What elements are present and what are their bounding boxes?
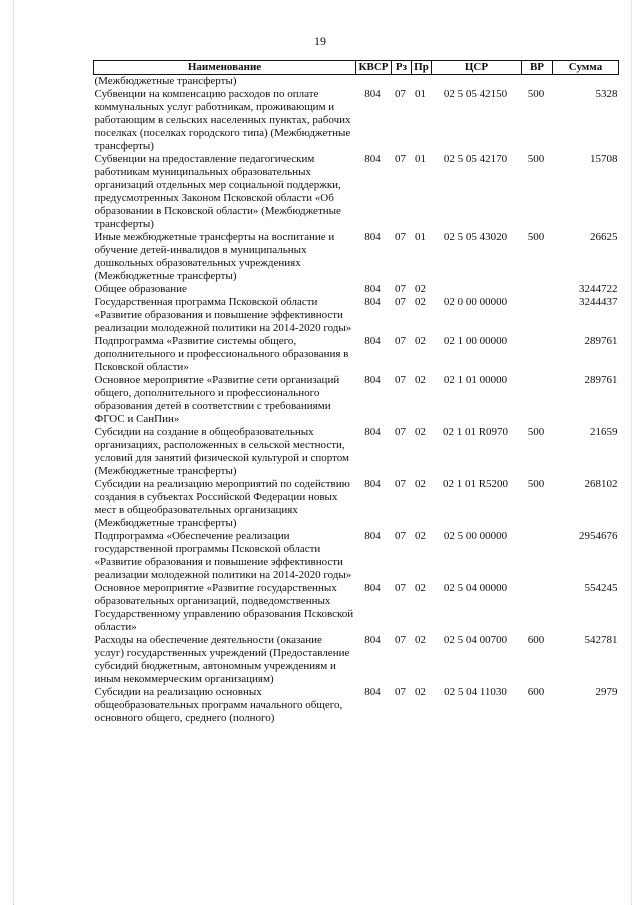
- cell-name: Субвенции на компенсацию расходов по оплате коммунальных услуг работникам, проживающим и работающим в сельских населенных пунктах, рабочих поселках (поселках городского типа) (Межбюджетные трансферты): [94, 88, 351, 152]
- cell-csr: 02 1 01 R5200: [442, 478, 509, 490]
- cell-vr: 500: [527, 153, 545, 165]
- table-body: [94, 75, 619, 726]
- cell-vr: [522, 335, 553, 374]
- cell-name: Расходы на обеспечение деятельности (оказание услуг) государственных учреждений (Предоставление субсидий бюджетным, автономным учреждениям и иным некоммерческим организациям): [94, 634, 350, 685]
- table-row: [94, 283, 619, 296]
- cell-pr: 01: [415, 88, 426, 100]
- header-rz: Рз: [392, 61, 412, 75]
- header-kvsr: КВСР: [356, 61, 392, 75]
- cell-rz: 07: [395, 686, 406, 698]
- cell-rz: 07: [395, 374, 406, 386]
- cell-sum: 2954676: [579, 530, 618, 542]
- cell-pr: 02: [415, 686, 426, 698]
- cell-pr: 01: [415, 153, 426, 165]
- cell-name: Подпрограмма «Обеспечение реализации государственной программы Псковской области «Развитие образования и повышение эффективности реализации молодежной политики на 2014-2020 годы»: [94, 530, 352, 581]
- scan-edge-left: [13, 0, 14, 905]
- cell-pr: [412, 75, 432, 89]
- table-row: [94, 231, 619, 283]
- page-number: 19: [314, 34, 326, 48]
- cell-name: Субсидии на создание в общеобразовательных организациях, расположенных в сельской местности, условий для занятий физической культурой и спортом (Межбюджетные трансферты): [94, 426, 349, 477]
- cell-kvsr: 804: [364, 88, 381, 100]
- cell-pr: 02: [415, 426, 426, 438]
- cell-sum: 542781: [584, 634, 618, 646]
- cell-vr: [522, 530, 553, 582]
- cell-sum: [553, 75, 619, 89]
- cell-csr: 02 5 04 11030: [444, 686, 507, 698]
- cell-rz: [392, 75, 412, 89]
- header-vr: ВР: [522, 61, 553, 75]
- table-row: [94, 634, 619, 686]
- header-pr: Пр: [412, 61, 432, 75]
- cell-sum: 5328: [595, 88, 618, 100]
- cell-rz: 07: [395, 582, 406, 594]
- cell-rz: 07: [395, 335, 406, 347]
- cell-name: Подпрограмма «Развитие системы общего, дополнительного и профессионального образования в Псковской области»: [94, 335, 349, 373]
- cell-rz: 07: [395, 153, 406, 165]
- cell-csr: 02 1 01 00000: [443, 374, 508, 386]
- cell-csr: 02 5 04 00000: [443, 582, 508, 594]
- cell-vr: [522, 283, 553, 296]
- cell-kvsr: 804: [364, 530, 381, 542]
- cell-name: (Межбюджетные трансферты): [94, 75, 237, 87]
- cell-csr: 02 1 00 00000: [443, 335, 508, 347]
- cell-pr: 02: [415, 335, 426, 347]
- cell-sum: 3244722: [579, 283, 618, 295]
- table-row: [94, 153, 619, 231]
- table-row: [94, 88, 619, 153]
- table-row: [94, 335, 619, 374]
- table-row: [94, 426, 619, 478]
- cell-kvsr: 804: [364, 634, 381, 646]
- cell-vr: 500: [527, 426, 545, 438]
- cell-name: Субсидии на реализацию основных общеобразовательных программ начального общего, основного общего, среднего (полного): [94, 686, 343, 724]
- cell-vr: [522, 75, 553, 89]
- table-row: [94, 374, 619, 426]
- cell-pr: 02: [415, 296, 426, 308]
- cell-pr: 02: [415, 582, 426, 594]
- cell-sum: 3244437: [579, 296, 618, 308]
- cell-csr: [432, 283, 522, 296]
- cell-kvsr: 804: [364, 478, 381, 490]
- cell-kvsr: 804: [364, 283, 381, 295]
- table-row: [94, 296, 619, 335]
- cell-rz: 07: [395, 283, 406, 295]
- cell-pr: 02: [415, 283, 426, 295]
- cell-sum: 21659: [590, 426, 618, 438]
- cell-sum: 2979: [595, 686, 618, 698]
- cell-kvsr: 804: [364, 374, 381, 386]
- cell-csr: 02 1 01 R0970: [442, 426, 509, 438]
- cell-csr: 02 0 00 00000: [443, 296, 508, 308]
- cell-pr: 02: [415, 478, 426, 490]
- cell-sum: 289761: [584, 335, 618, 347]
- cell-rz: 07: [395, 88, 406, 100]
- cell-sum: 268102: [584, 478, 618, 490]
- cell-rz: 07: [395, 426, 406, 438]
- cell-csr: 02 5 05 42150: [443, 88, 508, 100]
- cell-kvsr: 804: [364, 153, 381, 165]
- cell-vr: 500: [527, 478, 545, 490]
- table-row: [94, 75, 619, 89]
- cell-csr: 02 5 00 00000: [443, 530, 508, 542]
- cell-kvsr: 804: [364, 426, 381, 438]
- cell-vr: [522, 582, 553, 634]
- cell-rz: 07: [395, 478, 406, 490]
- cell-rz: 07: [395, 231, 406, 243]
- cell-sum: 26625: [590, 231, 618, 243]
- header-csr: ЦСР: [432, 61, 522, 75]
- cell-vr: 600: [527, 686, 545, 698]
- budget-table: [93, 60, 619, 725]
- table-row: [94, 478, 619, 530]
- cell-sum: 15708: [590, 153, 618, 165]
- cell-kvsr: 804: [364, 582, 381, 594]
- cell-kvsr: 804: [364, 231, 381, 243]
- cell-name: Общее образование: [94, 283, 187, 295]
- cell-pr: 02: [415, 634, 426, 646]
- cell-vr: [522, 296, 553, 335]
- cell-csr: [432, 75, 522, 89]
- cell-name: Субсидии на реализацию мероприятий по содействию создания в субъектах Российской Федерации новых мест в общеобразовательных организациях (Межбюджетные трансферты): [94, 478, 350, 529]
- cell-sum: 289761: [584, 374, 618, 386]
- cell-kvsr: [356, 75, 392, 89]
- cell-rz: 07: [395, 296, 406, 308]
- cell-vr: [522, 374, 553, 426]
- cell-kvsr: 804: [364, 296, 381, 308]
- cell-csr: 02 5 05 42170: [443, 153, 508, 165]
- cell-rz: 07: [395, 530, 406, 542]
- table-row: [94, 530, 619, 582]
- cell-kvsr: 804: [364, 335, 381, 347]
- cell-vr: 500: [527, 88, 545, 100]
- cell-csr: 02 5 05 43020: [443, 231, 508, 243]
- header-sum: Сумма: [553, 61, 619, 75]
- table-row: [94, 582, 619, 634]
- cell-name: Основное мероприятие «Развитие сети организаций общего, дополнительного и профессионального образования детей в соответствии с требованиями ФГОС и СанПин»: [94, 374, 340, 425]
- cell-pr: 01: [415, 231, 426, 243]
- cell-pr: 02: [415, 530, 426, 542]
- table-row: [94, 686, 619, 725]
- header-name: Наименование: [94, 61, 356, 75]
- cell-rz: 07: [395, 634, 406, 646]
- cell-name: Иные межбюджетные трансферты на воспитание и обучение детей-инвалидов в муниципальных дошкольных образовательных учреждениях (Межбюджетные трансферты): [94, 231, 335, 282]
- cell-vr: 500: [527, 231, 545, 243]
- table-header-row: [94, 61, 619, 75]
- cell-name: Основное мероприятие «Развитие государственных образовательных организаций, подведомственных Государственному управлению образования Псковской области»: [94, 582, 354, 633]
- cell-pr: 02: [415, 374, 426, 386]
- cell-name: Субвенции на предоставление педагогическим работникам муниципальных образовательных организаций отдельных мер социальной поддержки, предусмотренных Законом Псковской области «Об образовании в Псковской области» (Межбюджетные трансферты): [94, 153, 341, 230]
- cell-name: Государственная программа Псковской области «Развитие образования и повышение эффективности реализации молодежной политики на 2014-2020 годы»: [94, 296, 352, 334]
- scan-edge-right: [631, 0, 632, 905]
- cell-sum: 554245: [584, 582, 618, 594]
- cell-kvsr: 804: [364, 686, 381, 698]
- cell-csr: 02 5 04 00700: [443, 634, 508, 646]
- cell-vr: 600: [527, 634, 545, 646]
